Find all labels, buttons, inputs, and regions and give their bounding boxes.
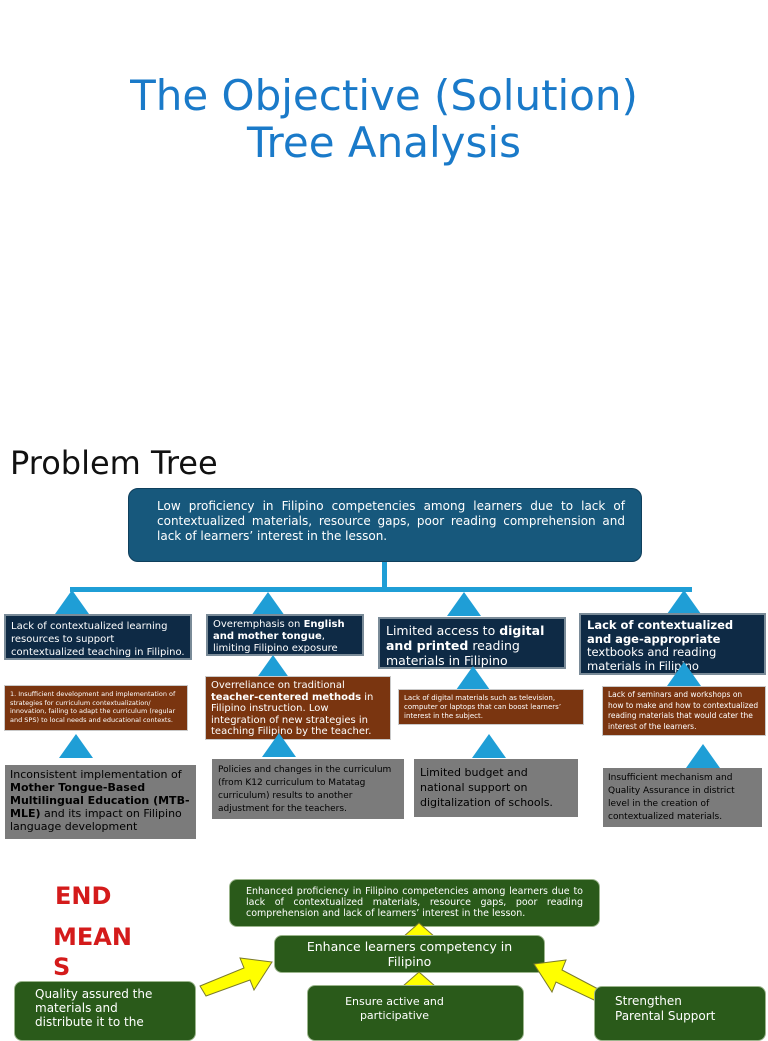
cause-2-text-pre: Overemphasis on [213,619,304,630]
page-title [0,72,768,166]
cause-1-text-pre: Lack of contextualized learning resources to support contextualized teaching in Filipino. [11,621,185,658]
title-line-1: The Objective (Solution) [130,71,638,120]
root-cause-1-text-post: and its impact on Filipino language development [10,807,182,833]
connector-triangle [447,592,481,616]
root-connector-horizontal [70,587,692,592]
connector-triangle [456,666,490,690]
root-cause-box-1 [5,765,196,839]
end-objective-box: Enhanced proficiency in Filipino competencies among learners due to lack of contextualized materials, resource gaps, poor reading comprehension and lack of learners’ interest in the lesson. [229,879,600,927]
sub-cause-box-3: Lack of digital materials such as television, computer or laptops that can boost learners’ interest in the subject. [398,689,584,725]
connector-triangle [55,590,89,614]
connector-triangle [59,734,93,758]
cause-2-text-bold: English and mother tongue [213,619,345,642]
root-cause-1-text-pre: Inconsistent implementation of [10,768,182,781]
connector-triangle [686,744,720,768]
sub-cause-box-1: 1. Insufficient development and implementation of strategies for curriculum contextualization/ innovation, failing to adapt the curriculum (regular and SPS) to local needs and educational contexts. [4,685,188,731]
title-line-2: Tree Analysis [247,118,521,167]
connector-triangle [667,662,701,686]
cause-3-text-pre: Limited access to [386,623,500,638]
connector-triangle [251,592,285,616]
cause-3-text-bold: digital and printed [386,623,545,653]
root-cause-1-text-bold: Mother Tongue-Based Multilingual Education (MTB-MLE) [10,781,190,820]
sub-cause-2-text-bold: teacher-centered methods [211,691,362,703]
problem-tree-heading: Problem Tree [10,444,218,482]
arrow-left-to-means [196,952,276,998]
cause-3-text-post: reading materials in Filipino [386,638,520,668]
means-label-line-1: MEAN [53,923,132,951]
means-box-3: Strengthen Parental Support [594,986,766,1041]
sub-cause-2-text-pre: Overreliance on traditional [211,680,345,691]
cause-4-text-post: textbooks and reading materials in Filipino [587,645,717,673]
sub-cause-box-2 [205,676,391,740]
end-label: END [55,882,112,910]
sub-cause-2-text-post: in Filipino instruction. Low integration of new strategies in teaching Filipino by the teacher. [211,691,374,737]
root-cause-box-4: Insufficient mechanism and Quality Assurance in district level in the creation of contextualized materials. [603,768,762,827]
cause-box-1 [4,614,192,660]
means-box-1: Quality assured the materials and distribute it to the [14,981,196,1041]
connector-triangle [472,734,506,758]
sub-cause-box-4: Lack of seminars and workshops on how to make and how to contextualized reading materials that would cater the interest of the learners. [602,686,766,736]
means-box-2: Ensure active and participative [307,985,524,1041]
root-cause-box-3: Limited budget and national support on digitalization of schools. [414,759,578,817]
connector-triangle [262,733,296,757]
root-problem-box: Low proficiency in Filipino competencies among learners due to lack of contextualized materials, resource gaps, poor reading comprehension and lack of learners’ interest in the lesson. [128,488,642,562]
cause-box-2 [206,614,364,656]
connector-triangle [667,590,701,614]
root-connector-vertical [382,562,387,589]
cause-4-text-bold: Lack of contextualized and age-appropriate [587,618,734,646]
means-main-box: Enhance learners competency in Filipino [274,935,545,973]
cause-2-text-post: , limiting Filipino exposure [213,631,338,654]
root-cause-box-2: Policies and changes in the curriculum (from K12 curriculum to Matatag curriculum) results to another adjustment for the teachers. [212,759,404,819]
means-label [53,922,132,982]
cause-box-3 [378,617,566,669]
means-label-line-2: S [53,953,71,981]
